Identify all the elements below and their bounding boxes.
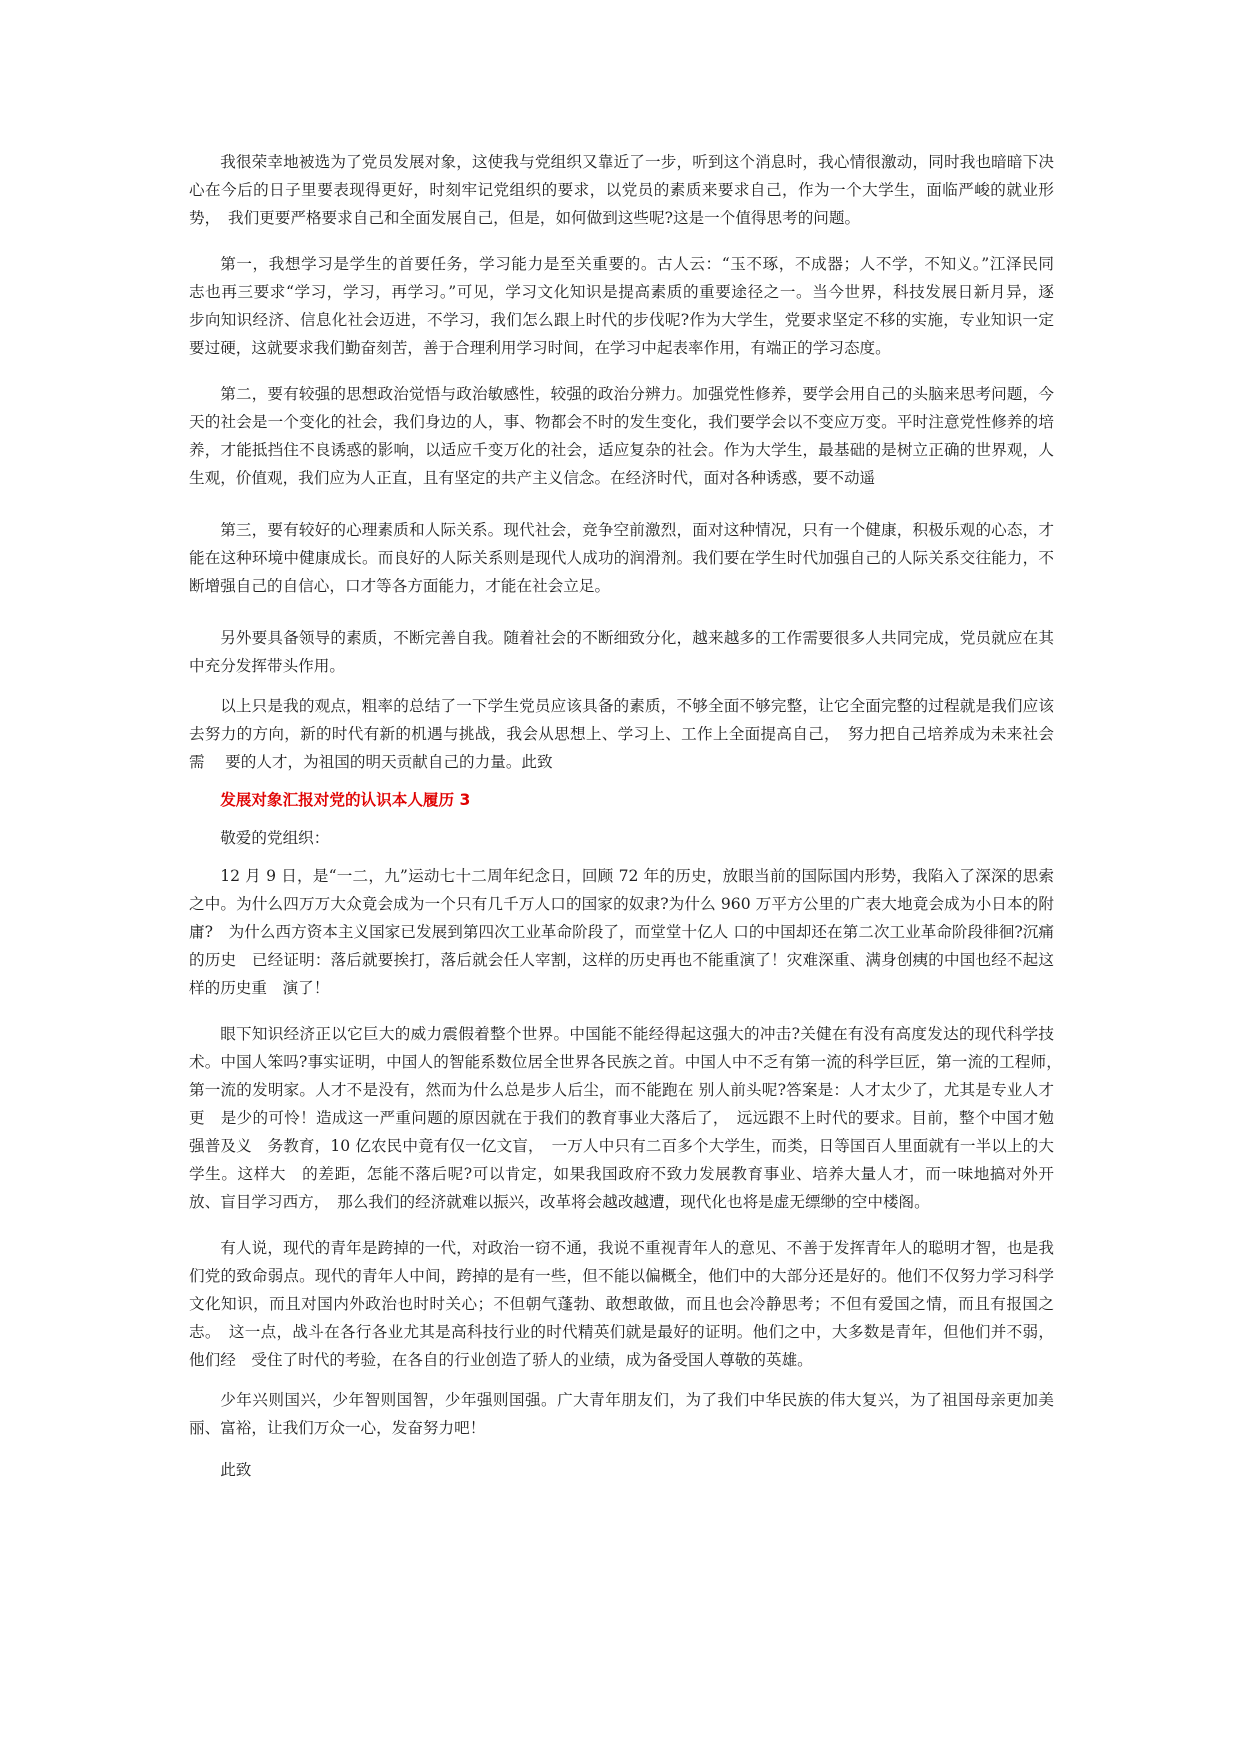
closing: 此致 (220, 1461, 252, 1479)
paragraph-youth: 有人说，现代的青年是跨掉的一代，对政治一窃不通，我说不重视青年人的意见、不善于发挥青年人的聪明才智，也是我 们党的致命弱点。现代的青年人中间，跨掉的是有一些，但不能以偏概全，他们中的大部分还是好的。他们不仅努力学习科学 文化知识，而且对国内外政治也时时关心；不但朝气蓬勃、敢想敢做，而且也会冷静思考；不但有爱国之情，而且有报国之志。 这一点，战斗在各行各业尤其是高科技行业的时代精英们就是最好的证明。他们之中，大多数是青年，但他们并不弱，他们经 受住了时代的考验，在各自的行业创造了骄人的业绩，成为备受国人尊敬的英雄。 (189, 1239, 1070, 1369)
paragraph-history: 12 月 9 日，是“一二，九”运动七十二周年纪念日，回顾 72 年的历史，放眼当前的国际国内形势，我陷入了深深的思索 之中。为什么四万万大众竟会成为一个只有几千万人口的国家的奴隶?为什么 960 万平方公里的广表大地竟会成为小日本的附庸? 为什么西方资本主义国家已发展到第四次工业革命阶段了，而堂堂十亿人 口的中国却还在第二次工业革命阶段徘徊?沉痛的历史 已经证明：落后就要挨打，落后就会任人宰割，这样的历史再也不能重演了！灾难深重、满身创痍的中国也经不起这样的历史重 演了！ (189, 867, 1070, 997)
paragraph-knowledge-economy: 眼下知识经济正以它巨大的威力震假着整个世界。中国能不能经得起这强大的冲击?关健在有没有高度发达的现代科学技 术。中国人笨吗?事实证明，中国人的智能系数位居全世界各民族之首。中国人中不乏有第一流的科学巨匠，第一流的工程师， 第一流的发明家。人才不是没有，然而为什么总是步人后尘，而不能跑在 别人前头呢?答案是：人才太少了，尤其是专业人才更 是少的可怜！造成这一严重问题的原因就在于我们的教育事业大落后了， 远远跟不上时代的要求。目前，整个中国才勉强普及义 务教育，10 亿农民中竟有仅一亿文盲， 一万人中只有二百多个大学生，而类，日等国百人里面就有一半以上的大学生。这样大 的差距，怎能不落后呢?可以肯定，如果我国政府不致力发展教育事业、培养大量人才，而一味地搞对外开放、盲目学习西方， 那么我们的经济就难以振兴，改革将会越改越遭，现代化也将是虚无缥缈的空中楼阁。 (189, 1025, 1070, 1211)
salutation: 敬爱的党组织： (220, 829, 330, 847)
paragraph-point-1: 第一，我想学习是学生的首要任务，学习能力是至关重要的。古人云：“玉不琢，不成器；人不学，不知义。”江泽民同 志也再三要求“学习，学习，再学习。”可见，学习文化知识是提高素质的重要途径之一。当今世界，科技发展日新月异，逐 步向知识经济、信息化社会迈进，不学习，我们怎么跟上时代的步伐呢?作为大学生，党要求坚定不移的实施，专业知识一定 要过硬，这就要求我们勤奋刻苦，善于合理利用学习时间，在学习中起表率作用，有端正的学习态度。 (189, 255, 1070, 357)
paragraph-point-2: 第二，要有较强的思想政治觉悟与政治敏感性，较强的政治分辨力。加强党性修养，要学会用自己的头脑来思考问题，今 天的社会是一个变化的社会，我们身边的人，事、物都会不时的发生变化，我们要学会以不变应万变。平时注意党性修养的培 养，才能抵挡住不良诱惑的影响，以适应千变万化的社会，适应复杂的社会。作为大学生，最基础的是树立正确的世界观，人 生观，价值观，我们应为人正直，且有坚定的共产主义信念。在经济时代，面对各种诱惑，要不动遥 (189, 385, 1070, 487)
paragraph-leadership: 另外要具备领导的素质，不断完善自我。随着社会的不断细致分化，越来越多的工作需要很多人共同完成，党员就应在其 中充分发挥带头作用。 (189, 629, 1070, 675)
document-body (189, 148, 1070, 1484)
paragraph-point-3: 第三，要有较好的心理素质和人际关系。现代社会，竞争空前激烈，面对这种情况，只有一个健康，积极乐观的心态，才 能在这种环境中健康成长。而良好的人际关系则是现代人成功的润滑剂。我们要在学生时代加强自己的人际关系交往能力，不 断增强自己的自信心，口才等各方面能力，才能在社会立足。 (189, 521, 1070, 595)
paragraph-motto: 少年兴则国兴，少年智则国智，少年强则国强。广大青年朋友们，为了我们中华民族的伟大复兴，为了祖国母亲更加美丽、富裕，让我们万众一心，发奋努力吧！ (189, 1391, 1054, 1437)
paragraph-intro: 我很荣幸地被选为了党员发展对象，这使我与党组织又靠近了一步，听到这个消息时，我心情很激动，同时我也暗暗下决心在今后的日子里要表现得更好，时刻牢记党组织的要求，以党员的素质来要求自己，作为一个大学生，面临严峻的就业形势， 我们更要严格要求自己和全面发展自己，但是，如何做到这些呢?这是一个值得思考的问题。 (189, 153, 1054, 227)
section-heading: 发展对象汇报对党的认识本人履历 3 (220, 791, 471, 809)
paragraph-conclusion: 以上只是我的观点，粗率的总结了一下学生党员应该具备的素质，不够全面不够完整，让它全面完整的过程就是我们应该 去努力的方向，新的时代有新的机遇与挑战，我会从思想上、学习上、工作上全面提高自己， 努力把自己培养成为未来社会需 要的人才，为祖国的明天贡献自己的力量。此致 (189, 697, 1070, 771)
